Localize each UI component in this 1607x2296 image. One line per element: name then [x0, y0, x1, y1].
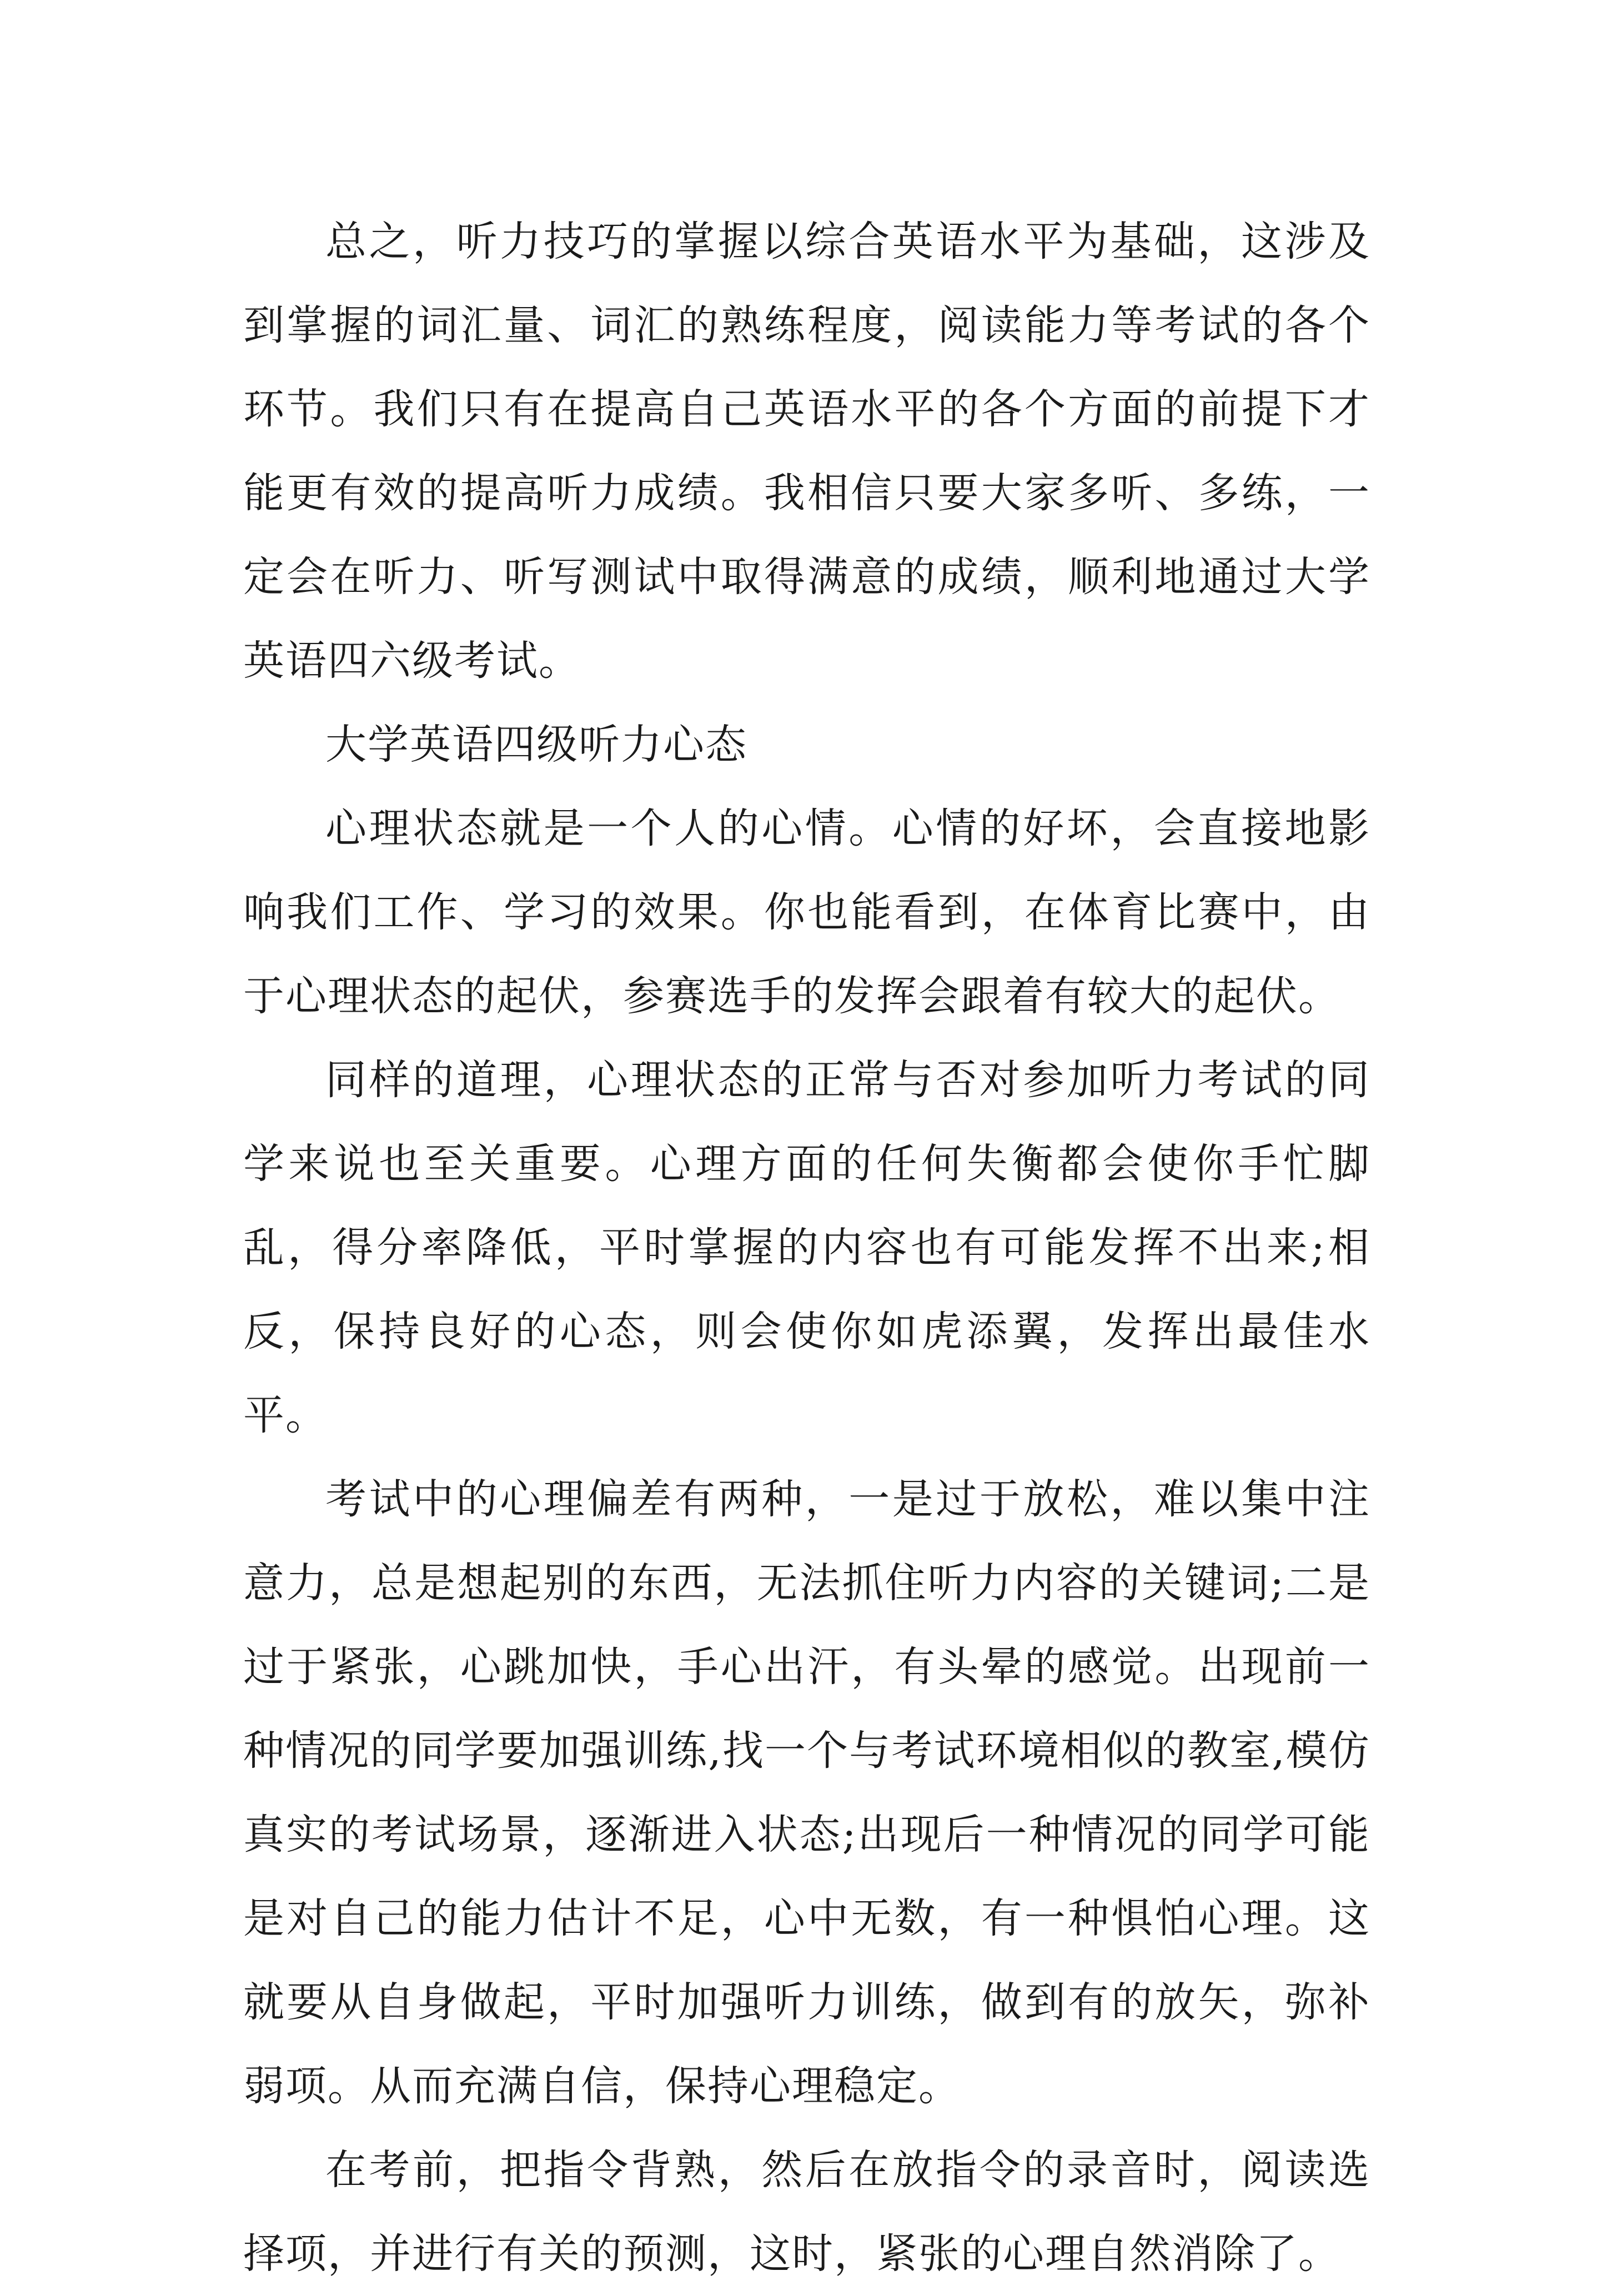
- paragraph-mental-state: 心理状态就是一个人的心情。心情的好坏，会直接地影响我们工作、学习的效果。你也能看到，在体育比赛中，由于心理状态的起伏，参赛选手的发挥会跟着有较大的起伏。: [243, 805, 1370, 1020]
- paragraph-same-principle: 同样的道理，心理状态的正常与否对参加听力考试的同学来说也至关重要。心理方面的任何失衡都会使你手忙脚乱，得分率降低，平时掌握的内容也有可能发挥不出来;相反，保持良好的心态，则会使你如虎添翼，发挥出最佳水平。: [243, 1056, 1370, 1439]
- paragraph-summary: 总之，听力技巧的掌握以综合英语水平为基础，这涉及到掌握的词汇量、词汇的熟练程度，阅读能力等考试的各个环节。我们只有在提高自己英语水平的各个方面的前提下才能更有效的提高听力成绩。我相信只要大家多听、多练，一定会在听力、听写测试中取得满意的成绩，顺利地通过大学英语四六级考试。: [243, 218, 1370, 685]
- section-heading: 大学英语四级听力心态: [325, 721, 747, 768]
- paragraph-psychological-deviation: 考试中的心理偏差有两种，一是过于放松，难以集中注意力，总是想起别的东西，无法抓住听力内容的关键词;二是过于紧张，心跳加快，手心出汗，有头晕的感觉。出现前一种情况的同学要加强训练,找一个与考试环境相似的教室,模仿真实的考试场景，逐渐进入状态;出现后一种情况的同学可能是对自己的能力估计不足，心中无数，有一种惧怕心理。这就要从自身做起，平时加强听力训练，做到有的放矢，弥补弱项。从而充满自信，保持心理稳定。: [243, 1475, 1370, 2110]
- document-body: [243, 200, 1370, 2296]
- paragraph-before-exam: 在考前，把指令背熟，然后在放指令的录音时，阅读选择项，并进行有关的预测，这时，紧张的心理自然消除了。: [243, 2146, 1370, 2278]
